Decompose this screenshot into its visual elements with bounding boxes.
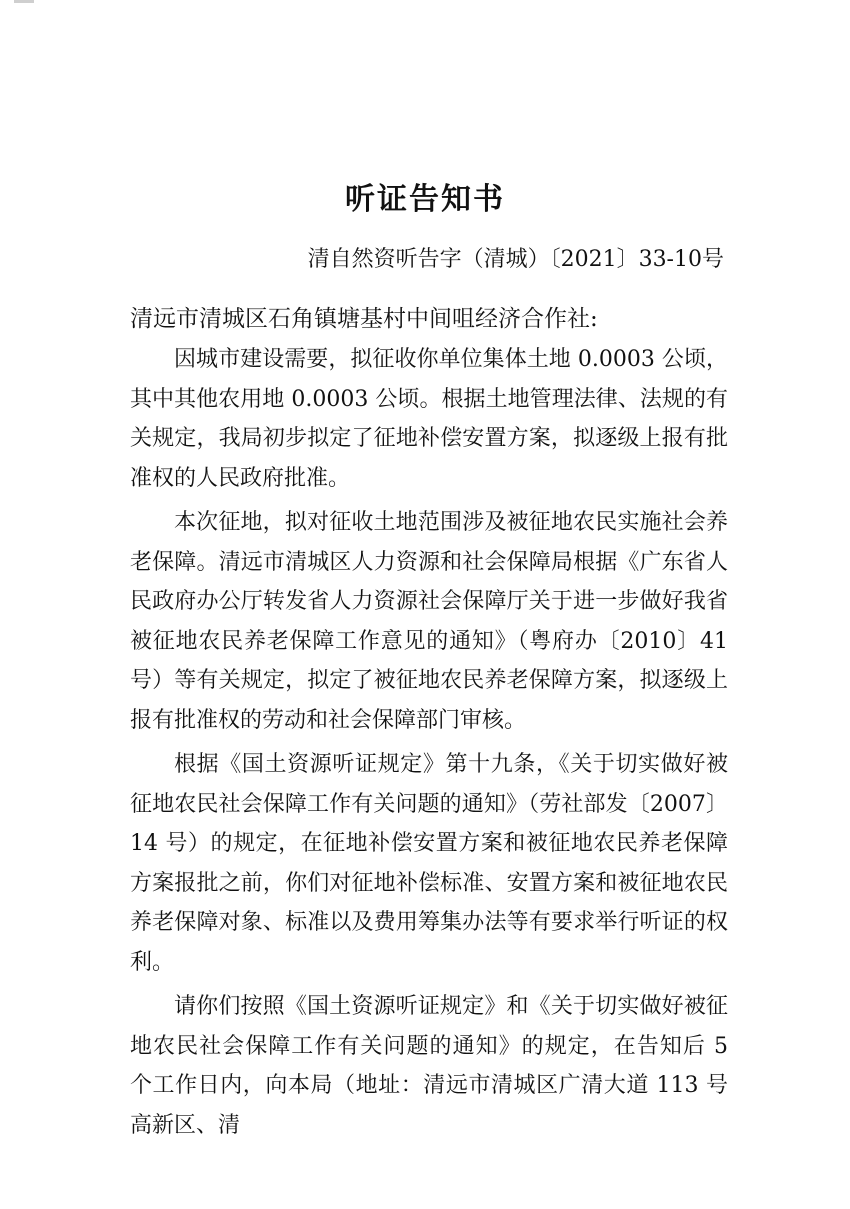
document-title: 听证告知书 (345, 182, 505, 217)
paragraph-2: 本次征地，拟对征收土地范围涉及被征地农民实施社会养老保障。清远市清城区人力资源和社会保障局根据《广东省人民政府办公厅转发省人力资源社会保障厅关于进一步做好我省被征地农民养老保障工作意见的通知》（粤府办〔2010〕41 号）等有关规定，拟定了被征地农民养老保障方案，拟逐级上报有批准权的劳动和社会保障部门审核。 (130, 510, 728, 733)
addressee: 清远市清城区石角镇塘基村中间咀经济合作社: (130, 306, 598, 332)
paragraph-1: 因城市建设需要，拟征收你单位集体土地 0.0003 公顷，其中其他农用地 0.0003 公顷。根据土地管理法律、法规的有关规定，我局初步拟定了征地补偿安置方案，拟逐级上报有批准权的人民政府批准。 (130, 347, 728, 491)
body-text (130, 340, 728, 1150)
scan-artifact (14, 0, 34, 3)
paragraph-3: 根据《国土资源听证规定》第十九条，《关于切实做好被征地农民社会保障工作有关问题的通知》（劳社部发〔2007〕14 号）的规定，在征地补偿安置方案和被征地农民养老保障方案报批之前，你们对征地补偿标准、安置方案和被征地农民养老保障对象、标准以及费用筹集办法等有要求举行听证的权利。 (130, 752, 728, 975)
paragraph-4: 请你们按照《国土资源听证规定》和《关于切实做好被征地农民社会保障工作有关问题的通知》的规定，在告知后 5 个工作日内，向本局（地址：清远市清城区广清大道 113 号高新区、清 (130, 994, 728, 1138)
document-number: 清自然资听告字（清城）〔2021〕33-10号 (307, 247, 724, 272)
